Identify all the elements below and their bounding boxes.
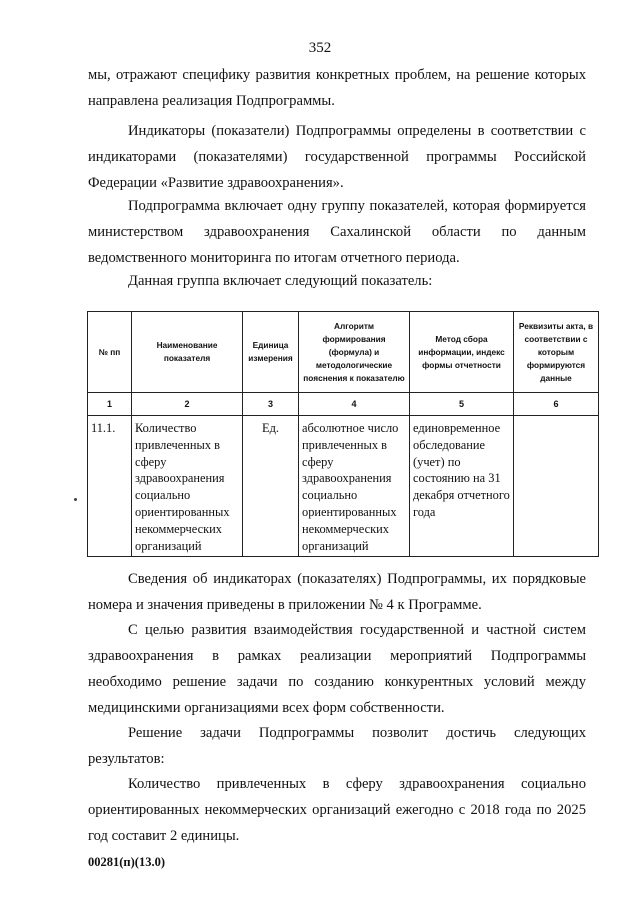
column-number: 2 bbox=[132, 393, 243, 416]
cell-indicator-name: Количество привлеченных в сферу здравоохранения социально ориентированных некоммерческих организаций bbox=[132, 416, 243, 557]
paragraph-result-value: Количество привлеченных в сферу здравоохранения социально ориентированных некоммерческих организаций ежегодно с 2018 года по 2025 год составит 2 единицы. bbox=[88, 776, 586, 844]
paragraph-results-intro: Решение задачи Подпрограммы позволит достичь следующих результатов: bbox=[88, 725, 586, 767]
table-row bbox=[88, 416, 599, 557]
footer-document-code: 00281(п)(13.0) bbox=[88, 855, 165, 869]
cell-algorithm: абсолютное число привлеченных в сферу здравоохранения социально ориентированных некоммерческих организаций bbox=[299, 416, 410, 557]
column-number: 6 bbox=[514, 393, 599, 416]
paragraph-indicators-definition: Индикаторы (показатели) Подпрограммы определены в соответствии с индикаторами (показателями) государственной программы Российской Федерации «Развитие здравоохранения». bbox=[88, 123, 586, 191]
cell-row-number: 11.1. bbox=[88, 416, 132, 557]
scan-speck bbox=[74, 498, 77, 501]
column-number: 3 bbox=[243, 393, 299, 416]
page-number: 352 bbox=[308, 40, 332, 56]
paragraph-indicator-group: Подпрограмма включает одну группу показателей, которая формируется министерством здравоохранения Сахалинской области по данным ведомственного мониторинга по итогам отчетного периода. bbox=[88, 198, 586, 266]
paragraph-appendix-reference: Сведения об индикаторах (показателях) Подпрограммы, их порядковые номера и значения приведены в приложении № 4 к Программе. bbox=[88, 571, 586, 613]
table-column-number-row bbox=[88, 393, 599, 416]
header-cell-requisites: Реквизиты акта, в соответствии с которым формируются данные bbox=[514, 312, 599, 393]
column-number: 5 bbox=[410, 393, 514, 416]
cell-unit: Ед. bbox=[243, 416, 299, 557]
column-number: 1 bbox=[88, 393, 132, 416]
paragraph-interaction-goal: С целью развития взаимодействия государственной и частной систем здравоохранения в рамках реализации мероприятий Подпрограммы необходимо решение задачи по созданию конкурентных условий между медицинскими организациями всех форм собственности. bbox=[88, 622, 586, 716]
cell-method: единовременное обследование (учет) по состоянию на 31 декабря отчетного года bbox=[410, 416, 514, 557]
paragraph-continuation: мы, отражают специфику развития конкретных проблем, на решение которых направлена реализация Подпрограммы. bbox=[88, 67, 586, 109]
header-cell-method: Метод сбора информации, индекс формы отчетности bbox=[410, 312, 514, 393]
paragraph-group-intro: Данная группа включает следующий показатель: bbox=[128, 273, 433, 289]
header-cell-number: № пп bbox=[88, 312, 132, 393]
header-cell-name: Наименование показателя bbox=[132, 312, 243, 393]
header-cell-algorithm: Алгоритм формирования (формула) и методологические пояснения к показателю bbox=[299, 312, 410, 393]
header-cell-unit: Единица измерения bbox=[243, 312, 299, 393]
column-number: 4 bbox=[299, 393, 410, 416]
indicator-table bbox=[87, 311, 599, 557]
cell-requisites bbox=[514, 416, 599, 557]
table-header-row bbox=[88, 312, 599, 393]
